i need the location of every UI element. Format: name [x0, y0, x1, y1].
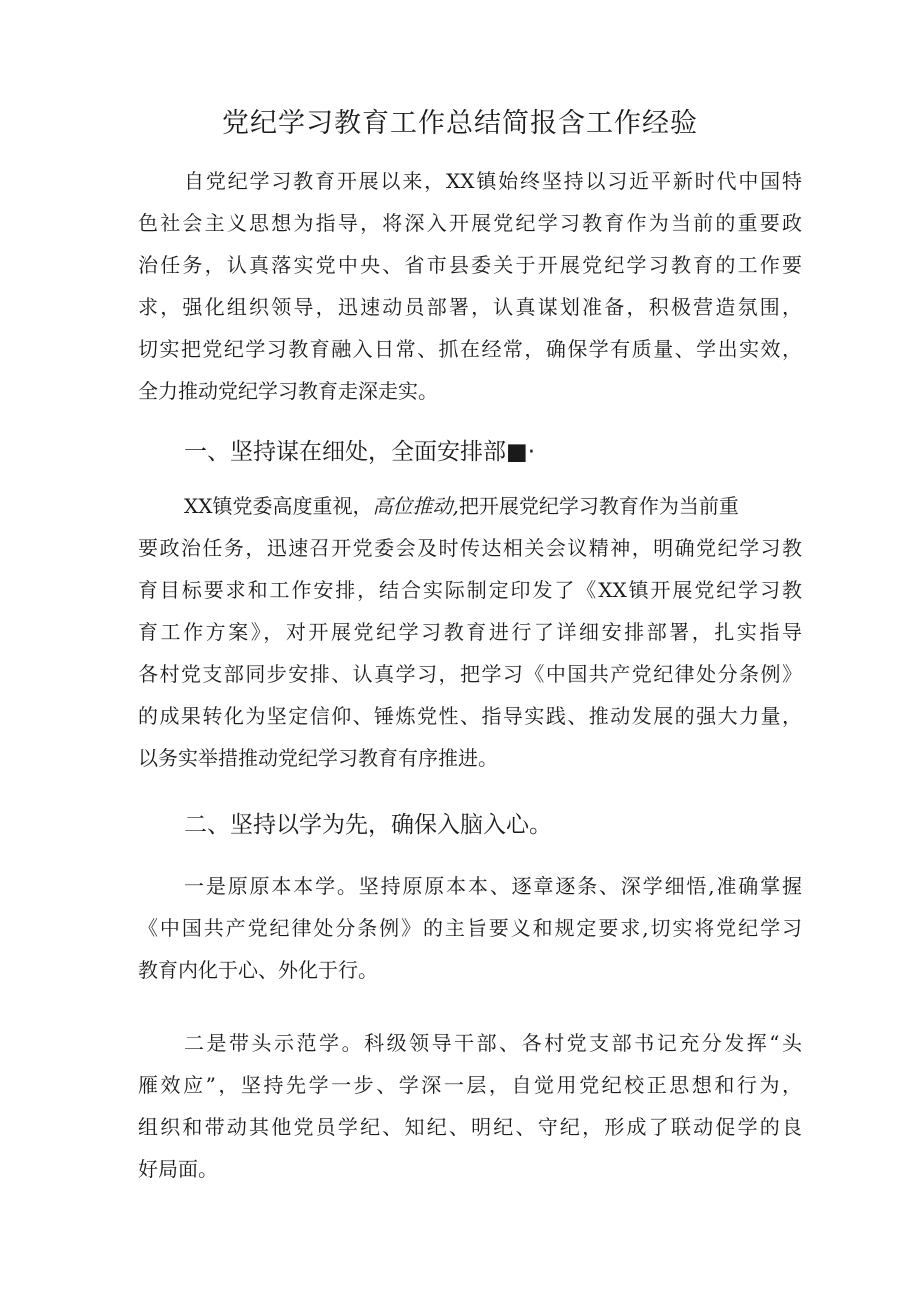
section1-line-4: 育工作方案》，对开展党纪学习教育进行了详细安排部署，扎实指导: [138, 620, 802, 644]
intro-line-5: 切实把党纪学习教育融入日常、抓在经常，确保学有质量、学出实效，: [138, 337, 802, 361]
section2-heading: 二、坚持以学为先，确保入脑入心。: [184, 812, 552, 838]
intro-line-4: 求，强化组织领导，迅速动员部署，认真谋划准备，积极营造氛围，: [138, 295, 802, 319]
section2-para2-line-1: 二是带头示范学。科级领导干部、各村党支部书记充分发挥“头: [184, 1031, 802, 1055]
section2-para2-line-4: 好局面。: [138, 1157, 218, 1181]
section1-line-6: 的成果转化为坚定信仰、锤炼党性、指导实践、推动发展的强大力量，: [138, 704, 802, 728]
section2-para1-line-3: 教育内化于心、外化于行。: [138, 958, 378, 982]
document-title: 党纪学习教育工作总结简报含工作经验: [222, 108, 698, 139]
section1-line-1-part-a: XX镇党委高度重视，: [184, 494, 373, 518]
section1-heading: 一、坚持谋在细处，全面安排部■·: [184, 439, 536, 465]
intro-line-3: 治任务，认真落实党中央、省市县委关于开展党纪学习教育的工作要: [138, 253, 802, 277]
intro-line-1: 自党纪学习教育开展以来，XX镇始终坚持以习近平新时代中国特: [184, 169, 802, 193]
section1-line-5: 各村党支部同步安排、认真学习，把学习《中国共产党纪律处分条例》: [138, 662, 802, 686]
section2-para2-line-3: 组织和带动其他党员学纪、知纪、明纪、守纪，形成了联动促学的良: [138, 1115, 802, 1139]
section1-line-3: 育目标要求和工作安排，结合实际制定印发了《XX镇开展党纪学习教: [138, 578, 802, 602]
section1-line-2: 要政治任务，迅速召开党委会及时传达相关会议精神，明确党纪学习教: [138, 536, 802, 560]
section2-para1-line-1: 一是原原本本学。坚持原原本本、逐章逐条、深学细悟,准确掌握: [184, 874, 802, 898]
section1-line-7: 以务实举措推动党纪学习教育有序推进。: [138, 746, 498, 770]
intro-line-2: 色社会主义思想为指导，将深入开展党纪学习教育作为当前的重要政: [138, 211, 802, 235]
section2-para2-line-2: 雁效应”，坚持先学一步、学深一层，自觉用党纪校正思想和行为，: [138, 1073, 802, 1097]
section1-line-1: [184, 486, 802, 526]
section1-line-1-italic: 高位推动,: [372, 494, 459, 518]
section1-line-1-part-c: 把开展党纪学习教育作为当前重: [458, 494, 739, 518]
intro-line-6: 全力推动党纪学习教育走深走实。: [138, 379, 438, 403]
section2-para1-line-2: 《中国共产党纪律处分条例》的主旨要义和规定要求,切实将党纪学习: [138, 916, 802, 940]
